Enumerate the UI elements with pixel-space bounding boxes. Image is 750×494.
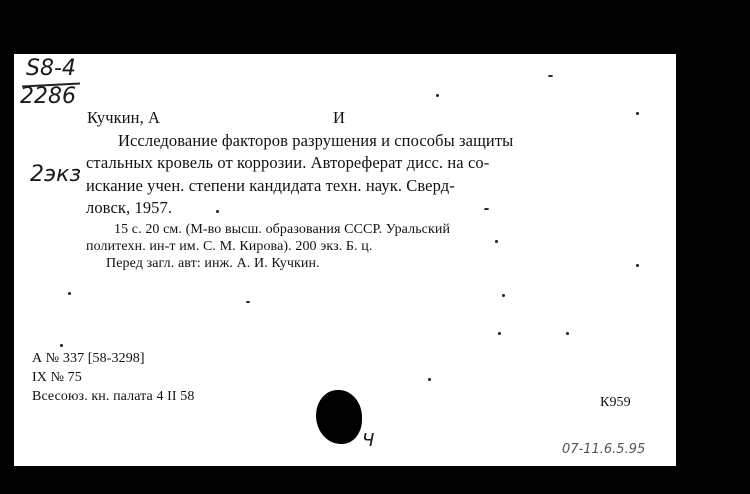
speck [502, 294, 505, 297]
collation-line: 15 с. 20 см. (М-во высш. образования СССР. Уральский [114, 222, 451, 237]
author-surname: Кучкин, А [87, 108, 161, 127]
speck [246, 301, 250, 303]
speck [428, 378, 431, 381]
speck [548, 75, 553, 77]
handwritten-margin-note: 2экз [30, 162, 82, 187]
class-code: К959 [600, 395, 631, 410]
author-initial: И [333, 108, 346, 127]
ink-blot [316, 390, 362, 444]
record-line: Всесоюз. кн. палата 4 II 58 [32, 389, 195, 404]
speck [495, 240, 498, 243]
speck [636, 112, 639, 115]
speck [436, 94, 439, 97]
speck [498, 332, 501, 335]
speck [60, 344, 63, 347]
speck [566, 332, 569, 335]
title-line: ловск, 1957. [86, 198, 173, 217]
title-line: стальных кровель от коррозии. Автореферат дисс. на со- [86, 153, 490, 172]
handwritten-call-number-2: 2286 [20, 84, 76, 109]
speck [484, 208, 489, 210]
collation-line: Перед загл. авт: инж. А. И. Кучкин. [106, 256, 320, 271]
title-line: искание учен. степени кандидата техн. наук. Сверд- [86, 176, 455, 195]
handwritten-call-number-1: S8-4 [26, 56, 76, 81]
record-line: А № 337 [58-3298] [32, 351, 145, 366]
stamp-mark: Ч [362, 430, 375, 451]
record-line: IX № 75 [32, 370, 82, 385]
title-line: Исследование факторов разрушения и способы защиты [118, 131, 514, 150]
collation-line: политехн. ин-т им. С. М. Кирова). 200 экз. Б. ц. [86, 239, 373, 254]
speck [68, 292, 71, 295]
speck [216, 210, 219, 213]
speck [636, 264, 639, 267]
handwritten-bottom-note: 07-11.6.5.95 [562, 442, 646, 457]
